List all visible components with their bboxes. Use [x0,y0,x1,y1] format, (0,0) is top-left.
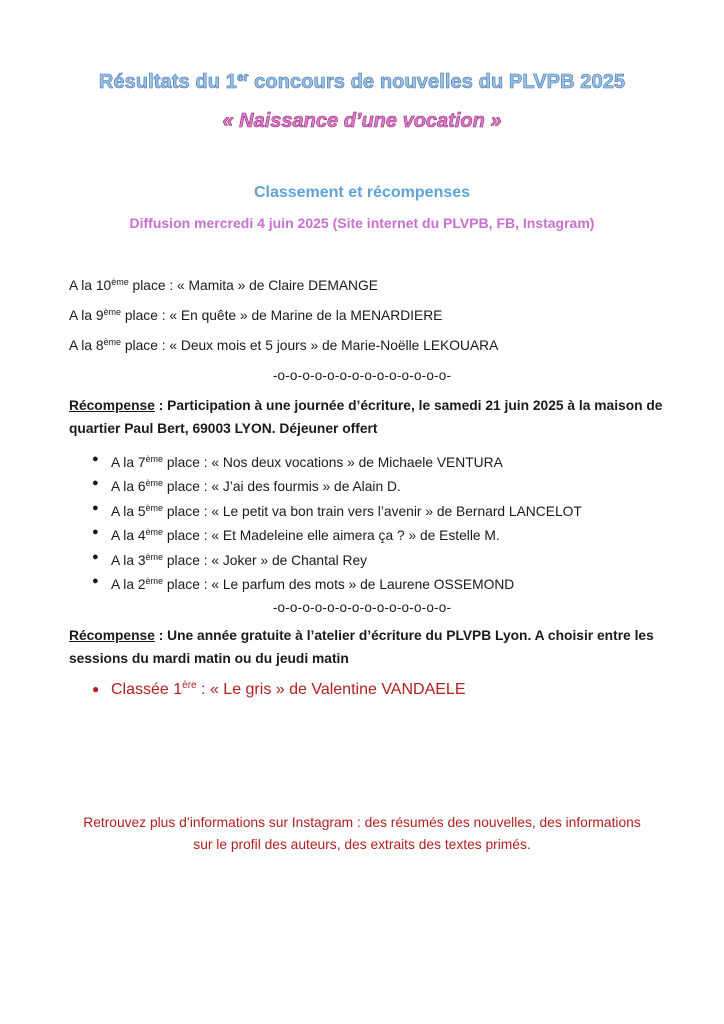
separator: -o-o-o-o-o-o-o-o-o-o-o-o-o-o- [272,368,452,383]
place-line: A la 8ème place : « Deux mois et 5 jours » de Marie-Noëlle LEKOUARA [69,337,499,353]
winner-line: ● Classée 1ère : « Le gris » de Valentine VANDAELE [92,680,466,698]
list-item: ● A la 5ème place : « Le petit va bon train vers l’avenir » de Bernard LANCELOT [92,496,582,520]
places-list [92,447,582,593]
section-heading: Classement et récompenses [253,184,471,201]
reward-block-2 [69,624,669,670]
separator: -o-o-o-o-o-o-o-o-o-o-o-o-o-o- [272,600,452,615]
list-item: ● A la 3ème place : « Joker » de Chantal Rey [92,545,582,569]
bullet-icon: ● [92,477,99,490]
document-subtitle: « Naissance d’une vocation » [222,110,502,132]
document-title [0,70,724,94]
diffusion-info: Diffusion mercredi 4 juin 2025 (Site internet du PLVPB, FB, Instagram) [129,215,595,231]
place-line: A la 10ème place : « Mamita » de Claire DEMANGE [69,277,378,293]
place-line: A la 9ème place : « En quête » de Marine de la MENARDIERE [69,307,443,323]
footer-line-2: sur le profil des auteurs, des extraits des textes primés. [193,837,531,852]
reward-label: Récompense [69,398,155,413]
bullet-icon: ● [92,550,99,563]
reward-label: Récompense [69,628,155,643]
bullet-icon: ● [92,501,99,514]
bullet-icon: ● [92,682,100,696]
bullet-icon: ● [92,574,99,587]
list-item: ● A la 6ème place : « J’ai des fourmis » de Alain D. [92,471,582,495]
title-sup: er [236,70,249,84]
footer-note [0,812,724,856]
title-prefix: Résultats du 1 [98,71,237,93]
list-item: ● A la 4ème place : « Et Madeleine elle aimera ça ? » de Estelle M. [92,520,582,544]
footer-line-1: Retrouvez plus d’informations sur Instagram : des résumés des nouvelles, des informations [83,815,641,830]
title-suffix: concours de nouvelles du PLVPB 2025 [248,71,626,93]
reward-text: : Participation à une journée d’écriture, le samedi 21 juin 2025 à la maison de quartier Paul Bert, 69003 LYON. Déjeuner offert [69,398,663,436]
list-item: ● A la 7ème place : « Nos deux vocations » de Michaele VENTURA [92,447,582,471]
reward-block-1 [69,394,669,440]
bullet-icon: ● [92,526,99,539]
reward-text: : Une année gratuite à l’atelier d’écriture du PLVPB Lyon. A choisir entre les sessions du mardi matin ou du jeudi matin [69,628,654,666]
bullet-icon: ● [92,453,99,465]
list-item: ● A la 2ème place : « Le parfum des mots » de Laurene OSSEMOND [92,569,582,593]
